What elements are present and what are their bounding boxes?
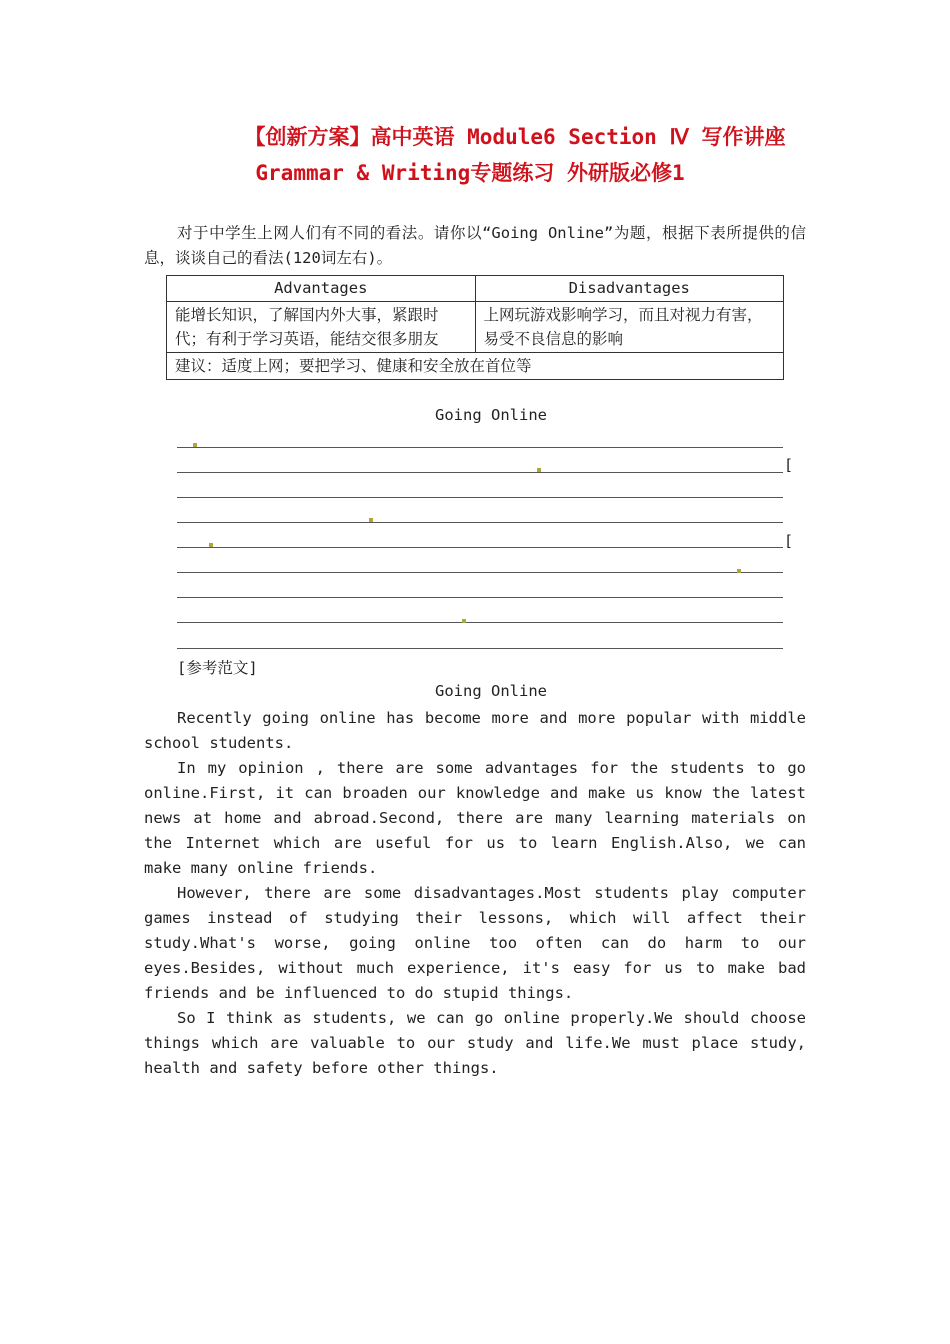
task-instruction: 对于中学生上网人们有不同的看法。请你以“Going Online”为题，根据下表所提供的信息，谈谈自己的看法(120词左右)。 bbox=[144, 224, 806, 267]
watermark-dot bbox=[737, 569, 741, 573]
writing-line[interactable] bbox=[177, 447, 783, 448]
disadvantages-header: Disadvantages bbox=[475, 276, 784, 302]
writing-line[interactable] bbox=[177, 547, 783, 548]
writing-line[interactable] bbox=[177, 597, 783, 598]
reference-label: [参考范文] bbox=[177, 659, 258, 677]
writing-line[interactable] bbox=[177, 572, 783, 573]
essay-paragraph: In my opinion , there are some advantages for the students to go online.First, it can broaden our knowledge and make us know the latest news at home and abroad.Second, there are many learning materials on the Internet which are useful for us to learn English.Also, we can make many online friends. bbox=[144, 759, 806, 877]
reference-title: Going Online bbox=[435, 682, 547, 700]
writing-line[interactable] bbox=[177, 648, 783, 649]
writing-line[interactable] bbox=[177, 622, 783, 623]
advantages-header: Advantages bbox=[167, 276, 476, 302]
watermark-dot bbox=[193, 443, 197, 447]
watermark-dot bbox=[209, 543, 213, 547]
writing-title: Going Online bbox=[435, 406, 547, 424]
advantages-cell: 能增长知识，了解国内外大事，紧跟时代；有利于学习英语，能结交很多朋友 bbox=[167, 302, 476, 353]
document-title-line1: 【创新方案】高中英语 Module6 Section Ⅳ 写作讲座 bbox=[244, 125, 786, 149]
writing-line[interactable] bbox=[177, 472, 783, 473]
bracket-mark: [ bbox=[784, 532, 794, 550]
essay-paragraph: Recently going online has become more and more popular with middle school students. bbox=[144, 709, 806, 752]
essay-paragraph: However, there are some disadvantages.Most students play computer games instead of studying their lessons, which will affect their study.What's worse, going online too often can do harm to our eyes.Besides, without much experience, it's easy for us to make bad friends and be influenced to do stupid things. bbox=[144, 884, 806, 1002]
suggestion-cell: 建议：适度上网；要把学习、健康和安全放在首位等 bbox=[167, 353, 784, 380]
bracket-mark: [ bbox=[784, 456, 794, 474]
document-title-line2: Grammar & Writing专题练习 外研版必修1 bbox=[255, 161, 685, 185]
essay-paragraph: So I think as students, we can go online properly.We should choose things which are valuable to our study and life.We must place study, health and safety before other things. bbox=[144, 1009, 806, 1077]
watermark-dot bbox=[369, 518, 373, 522]
watermark-dot bbox=[537, 468, 541, 472]
disadvantages-cell: 上网玩游戏影响学习，而且对视力有害，易受不良信息的影响 bbox=[475, 302, 784, 353]
writing-line[interactable] bbox=[177, 522, 783, 523]
info-table bbox=[166, 275, 784, 380]
watermark-dot bbox=[462, 619, 466, 623]
reference-essay bbox=[144, 706, 806, 1081]
writing-line[interactable] bbox=[177, 497, 783, 498]
